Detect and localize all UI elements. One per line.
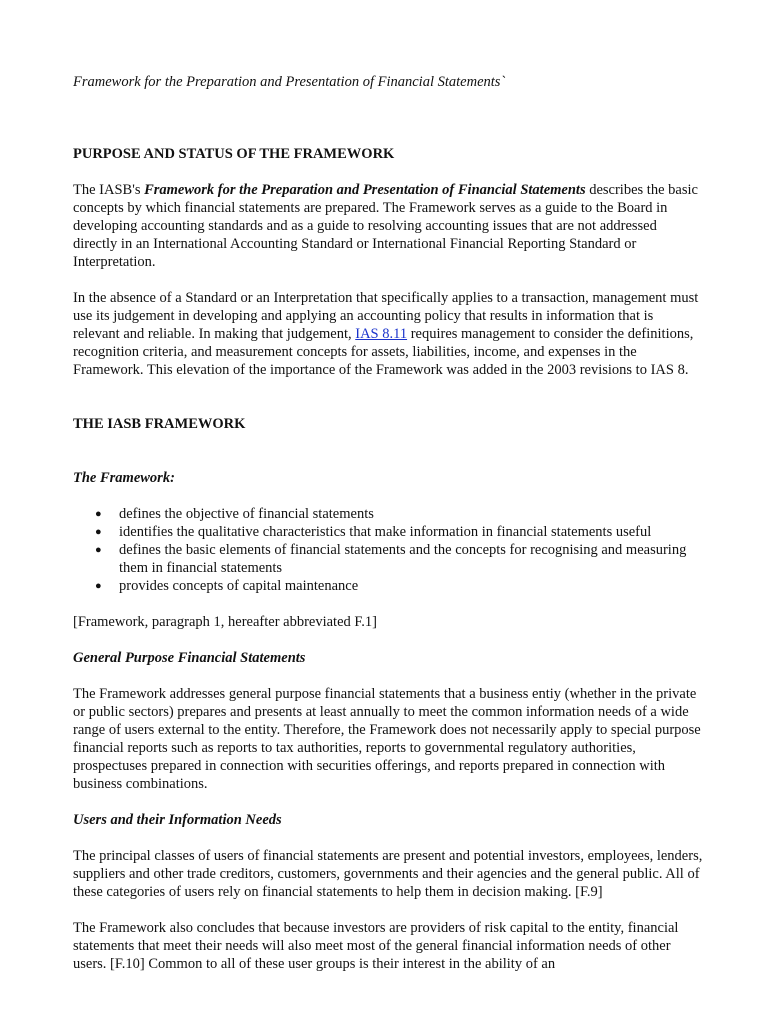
bullet-icon: ● — [95, 580, 102, 592]
absence-prefix: In the absence of a Standard or an Interpretation that specifically applies to a transaction, management must use its judgement in developing and applying an accounting policy that results in information that is relevant and reliable. In making that judgement, — [73, 290, 699, 342]
bullet-icon: ● — [95, 508, 102, 520]
document-title: Framework for the Preparation and Presentation of Financial Statements` — [73, 74, 506, 90]
paragraph-general-purpose: The Framework addresses general purpose financial statements that a business entiy (whether in the private or public sectors) prepares and presents at least annually to meet the common information needs of a wide range of users external to the entity. Therefore, the Framework does not necessarily apply to special purpose financial reports such as reports to tax authorities, reports to governmental regulatory authorities, prospectuses prepared in connection with securities offerings, and reports prepared in connection with business combinations. — [73, 686, 701, 792]
framework-title-emphasis: Framework for the Preparation and Presentation of Financial Statements — [144, 182, 586, 198]
paragraph-principal-users: The principal classes of users of financial statements are present and potential investors, employees, lenders, suppliers and other trade creditors, customers, governments and their agencies and the general public. All of these categories of users rely on financial statements to help them in decision making. [F.9] — [73, 848, 703, 900]
bullet-icon: ● — [95, 526, 102, 538]
list-item-text: defines the objective of financial statements — [119, 506, 374, 522]
subheading-the-framework: The Framework: — [73, 470, 175, 486]
intro-prefix: The IASB's — [73, 182, 145, 198]
ias-8-11-link[interactable]: IAS 8.11 — [355, 326, 408, 342]
bullet-icon: ● — [95, 544, 102, 556]
list-item-text: provides concepts of capital maintenance — [119, 578, 359, 594]
list-item — [95, 541, 703, 577]
list-item — [95, 505, 703, 523]
framework-citation: [Framework, paragraph 1, hereafter abbreviated F.1] — [73, 614, 378, 630]
list-item-text: identifies the qualitative characteristics that make information in financial statements useful — [119, 524, 652, 540]
absence-suffix: requires management to consider the definitions, recognition criteria, and measurement concepts for assets, liabilities, income, and expenses in the Framework. This elevation of the importance of the Framework was added in the 2003 revisions to IAS 8. — [73, 326, 694, 378]
subheading-general-purpose: General Purpose Financial Statements — [73, 650, 306, 666]
document-page — [73, 73, 703, 973]
paragraph-absence-of-standard — [73, 289, 703, 379]
section-heading-purpose: PURPOSE AND STATUS OF THE FRAMEWORK — [73, 146, 395, 162]
list-item — [95, 523, 703, 541]
list-item-text: defines the basic elements of financial statements and the concepts for recognising and measuring them in financial statements — [119, 542, 687, 576]
framework-bullet-list — [73, 505, 703, 595]
intro-suffix: describes the basic concepts by which financial statements are prepared. The Framework serves as a guide to the Board in developing accounting standards and as a guide to resolving accounting issues that are not addressed directly in an International Accounting Standard or International Financial Reporting Standard or Interpretation. — [73, 182, 698, 270]
paragraph-investors: The Framework also concludes that because investors are providers of risk capital to the entity, financial statements that meet their needs will also meet most of the general financial information needs of other users. [F.10] Common to all of these user groups is their interest in the ability of an — [73, 920, 679, 972]
list-item — [95, 577, 703, 595]
section-heading-iasb-framework: THE IASB FRAMEWORK — [73, 416, 246, 432]
paragraph-framework-intro — [73, 181, 703, 271]
subheading-users: Users and their Information Needs — [73, 812, 282, 828]
